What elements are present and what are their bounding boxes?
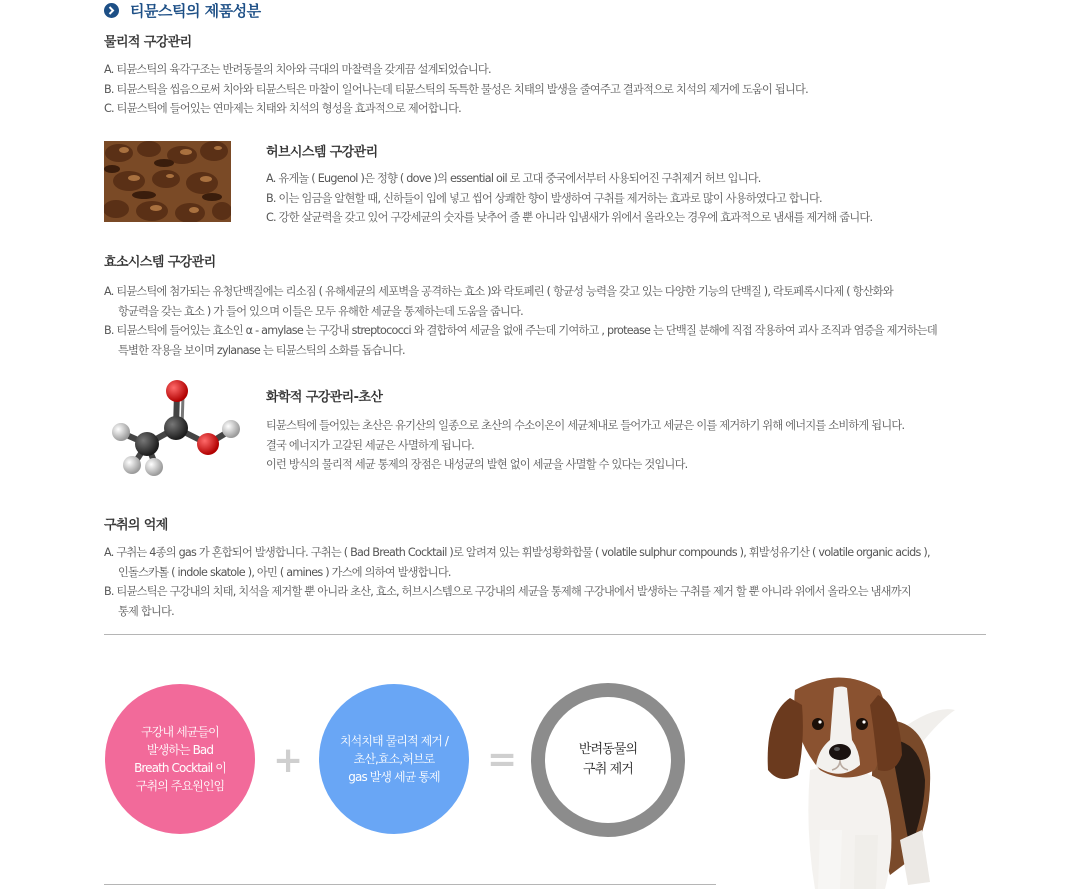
equals-sign: = bbox=[487, 739, 517, 780]
enzyme-system-text bbox=[104, 282, 937, 360]
odor-suppression-text bbox=[104, 543, 930, 621]
enzyme-line-b2: 특별한 작용을 보이며 zylanase 는 티뮨스틱의 소화를 돕습니다. bbox=[118, 343, 405, 357]
section-title bbox=[104, 0, 261, 20]
herb-line-c: C. 강한 살균력을 갖고 있어 구강세균의 숫자를 낮추어 줄 뿐 아니라 입냄새가 위에서 올라오는 경우에 효과적으로 냄새를 제거해 줍니다. bbox=[266, 211, 873, 224]
chemical-line-2: 결국 에너지가 고갈된 세균은 사멸하게 됩니다. bbox=[266, 438, 474, 452]
odor-line-b: B. 티뮨스틱은 구강내의 치태, 치석을 제거할 뿐 아니라 초산, 효소, 허브시스템으로 구강내의 세균을 통제해 구강내에서 발생하는 구취를 제거 할 뿐 아니라 위에서 올라오는 냄새까지 bbox=[104, 585, 911, 598]
enzyme-line-a2: 항균력을 갖는 효소 ) 가 들어 있으며 이들은 모두 유해한 세균을 통제하는데 도움을 줍니다. bbox=[118, 304, 523, 318]
beagle-puppy-image bbox=[750, 660, 970, 889]
clove-image bbox=[104, 141, 231, 222]
section-title-text: 티뮨스틱의 제품성분 bbox=[130, 1, 261, 20]
enzyme-line-a: A. 티뮨스틱에 첨가되는 유청단백질에는 리소짐 ( 유해세균의 세포벽을 공격하는 효소 )와 락토페린 ( 항균성 능력을 갖고 있는 다양한 기능의 단백질 ), 락토페록시다제 ( 항산화와 bbox=[104, 285, 893, 298]
physical-care-text bbox=[104, 60, 808, 119]
treatment-circle bbox=[319, 684, 469, 834]
physical-line-c: C. 티뮨스틱에 들어있는 연마제는 치태와 치석의 형성을 효과적으로 제어합니다. bbox=[104, 102, 461, 115]
circle1-line4: 구취의 주요원인임 bbox=[135, 779, 225, 793]
physical-line-a: A. 티뮨스틱의 육각구조는 반려동물의 치아와 극대의 마찰력을 갖게끔 설계되었습니다. bbox=[104, 63, 491, 76]
result-circle bbox=[531, 683, 685, 837]
chemical-line-1: 티뮨스틱에 들어있는 초산은 유기산의 일종으로 초산의 수소이온이 세균체내로 들어가고 세균은 이를 제거하기 위해 에너지를 소비하게 됩니다. bbox=[266, 419, 905, 432]
odor-line-a: A. 구취는 4종의 gas 가 혼합되어 발생합니다. 구취는 ( Bad Breath Cocktail )로 알려져 있는 휘발성황화합물 ( volatile sulphur compounds ), 휘발성유기산 ( volatile organic acids ), bbox=[104, 546, 930, 559]
odor-suppression-heading: 구취의 억제 bbox=[104, 518, 168, 533]
herb-system-text bbox=[266, 169, 872, 228]
bad-breath-cause-circle bbox=[105, 684, 255, 834]
acetic-acid-molecule-image bbox=[104, 378, 244, 478]
circle1-line3: Breath Cocktail 이 bbox=[134, 761, 226, 775]
chemical-care-text bbox=[266, 416, 904, 475]
odor-line-b2: 통제 합니다. bbox=[118, 604, 174, 618]
enzyme-line-b: B. 티뮨스틱에 들어있는 효소인 α - amylase 는 구강내 streptococci 와 결합하여 세균을 없애 주는데 기여하고 , protease 는 단백질 분해에 직접 작용하여 괴사 조직과 염증을 제거하는데 bbox=[104, 324, 937, 337]
plus-sign: + bbox=[273, 740, 303, 781]
physical-care-heading: 물리적 구강관리 bbox=[104, 35, 192, 50]
herb-line-a: A. 유게놀 ( Eugenol )은 정향 ( dove )의 essential oil 로 고대 중국에서부터 사용되어진 구취제거 허브 입니다. bbox=[266, 172, 761, 185]
chevron-right-circle-icon bbox=[104, 3, 119, 18]
section-divider bbox=[104, 634, 986, 635]
herb-line-b: B. 이는 임금을 알현할 때, 신하들이 입에 넣고 씹어 상쾌한 향이 발생하여 구취를 제거하는 효과로 많이 사용하였다고 합니다. bbox=[266, 191, 822, 205]
enzyme-system-heading: 효소시스템 구강관리 bbox=[104, 255, 216, 270]
circle2-line2: 초산,효소,허브로 bbox=[353, 752, 435, 766]
chemical-line-3: 이런 방식의 물리적 세균 통제의 장점은 내성균의 발현 없이 세균을 사멸할 수 있다는 것입니다. bbox=[266, 458, 688, 471]
circle3-line1: 반려동물의 bbox=[578, 742, 638, 757]
circle2-line1: 치석치태 물리적 제거 / bbox=[339, 734, 449, 748]
circle3-line2: 구취 제거 bbox=[583, 762, 633, 777]
odor-line-a2: 인돌스카톨 ( indole skatole ), 아민 ( amines ) 가스에 의하여 발생합니다. bbox=[118, 565, 451, 579]
circle1-line2: 발생하는 Bad bbox=[146, 743, 214, 757]
herb-system-heading: 허브시스템 구강관리 bbox=[266, 145, 378, 160]
circle2-line3: gas 발생 세균 통제 bbox=[348, 770, 440, 784]
physical-line-b: B. 티뮨스틱을 씹음으로써 치아와 티뮨스틱은 마찰이 일어나는데 티뮨스틱의 독특한 물성은 치태의 발생을 줄여주고 결과적으로 치석의 제거에 도움이 됩니다. bbox=[104, 82, 808, 96]
bottom-divider bbox=[104, 884, 716, 885]
chemical-care-heading: 화학적 구강관리-초산 bbox=[266, 390, 383, 405]
circle1-line1: 구강내 세균들이 bbox=[141, 725, 219, 739]
